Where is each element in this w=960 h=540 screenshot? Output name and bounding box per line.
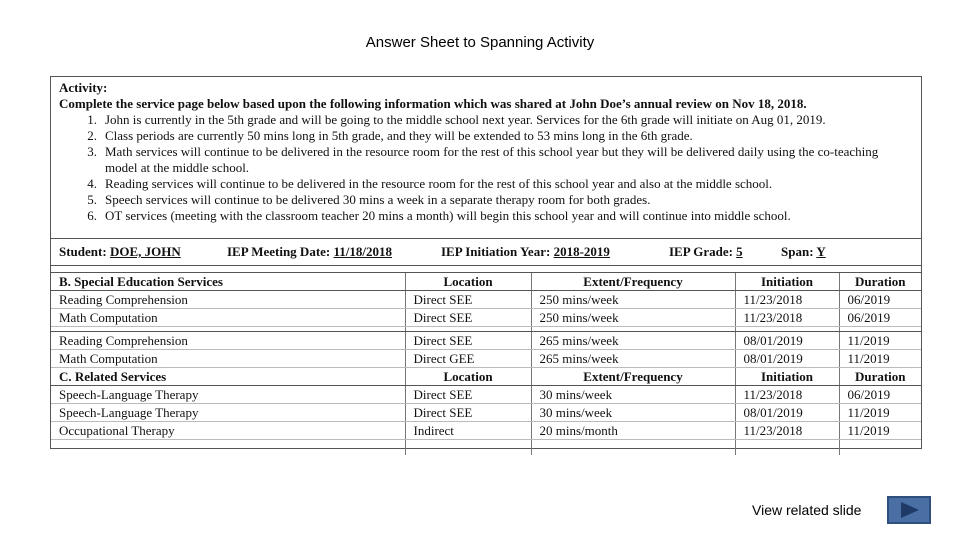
- grade-value: 5: [736, 244, 743, 259]
- special_ed-cell: 11/2019: [839, 350, 921, 368]
- special_ed-cell: Math Computation: [51, 350, 405, 368]
- special_ed-cell: 11/2019: [839, 332, 921, 350]
- related-header-cell: Location: [405, 368, 531, 386]
- activity-item-number: 1.: [87, 112, 97, 127]
- play-arrow-icon: [899, 501, 921, 519]
- special_ed-header-cell: B. Special Education Services: [51, 273, 405, 291]
- related-cell: Speech-Language Therapy: [51, 386, 405, 404]
- activity-item-text: John is currently in the 5th grade and will be going to the middle school next year. Services for the 6th grade will initiate on Aug 01, 2019.: [105, 112, 826, 127]
- special_ed-header-cell: Initiation: [735, 273, 839, 291]
- activity-item: [59, 128, 913, 144]
- special_ed-cell: Reading Comprehension: [51, 291, 405, 309]
- special_ed-row: [51, 309, 921, 327]
- activity-item-number: 6.: [87, 208, 97, 223]
- special_ed-cell: 08/01/2019: [735, 350, 839, 368]
- student-label: Student:: [59, 244, 107, 259]
- special_ed-cell: Direct SEE: [405, 332, 531, 350]
- related-cell: 30 mins/week: [531, 404, 735, 422]
- special_ed-cell: Direct SEE: [405, 309, 531, 327]
- activity-item-number: 5.: [87, 192, 97, 207]
- special_ed-cell: Direct GEE: [405, 350, 531, 368]
- activity-item-text: Math services will continue to be delivered in the resource room for the rest of this school year but they will be delivered daily using the co-teaching model at the middle school.: [105, 144, 879, 175]
- related-cell: Indirect: [405, 422, 531, 440]
- grade-label: IEP Grade:: [669, 244, 733, 259]
- special_ed-cell: Math Computation: [51, 309, 405, 327]
- related-cell: 08/01/2019: [735, 404, 839, 422]
- next-slide-button[interactable]: [887, 496, 931, 524]
- related-header-cell: Extent/Frequency: [531, 368, 735, 386]
- initiation-year-label: IEP Initiation Year:: [441, 244, 551, 259]
- related-cell: Speech-Language Therapy: [51, 404, 405, 422]
- related-cell: 11/2019: [839, 422, 921, 440]
- special_ed-header-cell: Location: [405, 273, 531, 291]
- special_ed-header-row: [51, 273, 921, 291]
- related-row: [51, 386, 921, 404]
- activity-instruction: Complete the service page below based upon the following information which was shared at John Doe’s annual review on Nov 18, 2018.: [59, 96, 807, 111]
- activity-item: [59, 176, 913, 192]
- activity-item-text: OT services (meeting with the classroom teacher 20 mins a month) will begin this school year and will continue into middle school.: [105, 208, 791, 223]
- special_ed-cell: Direct SEE: [405, 291, 531, 309]
- activity-item-number: 3.: [87, 144, 97, 159]
- activity-item: [59, 192, 913, 208]
- related-cell: 11/23/2018: [735, 386, 839, 404]
- grade-field: [669, 244, 781, 260]
- student-field: [59, 244, 227, 260]
- activity-item: [59, 208, 913, 224]
- special_ed-cell: 06/2019: [839, 291, 921, 309]
- meeting-date-field: [227, 244, 441, 260]
- spacer: [51, 266, 921, 273]
- special_ed-header-cell: Extent/Frequency: [531, 273, 735, 291]
- related-header-row: [51, 368, 921, 386]
- special_ed-cell: 06/2019: [839, 309, 921, 327]
- related-row: [51, 422, 921, 440]
- activity-section: [51, 77, 921, 239]
- activity-item-number: 2.: [87, 128, 97, 143]
- related-cell: Direct SEE: [405, 386, 531, 404]
- answer-sheet: [50, 76, 922, 449]
- related-header-cell: Duration: [839, 368, 921, 386]
- related-cell: 11/23/2018: [735, 422, 839, 440]
- special_ed-row: [51, 350, 921, 368]
- span-field: [781, 244, 826, 260]
- special_ed-cell: 250 mins/week: [531, 291, 735, 309]
- student-value: DOE, JOHN: [109, 244, 181, 259]
- activity-item: [59, 144, 913, 176]
- related-header-cell: Initiation: [735, 368, 839, 386]
- meeting-date-value: 11/18/2018: [333, 244, 393, 259]
- special_ed-cell: 265 mins/week: [531, 332, 735, 350]
- meeting-date-label: IEP Meeting Date:: [227, 244, 331, 259]
- special_ed-cell: 11/23/2018: [735, 309, 839, 327]
- student-info-row: [51, 239, 921, 266]
- related-cell: 11/2019: [839, 404, 921, 422]
- special_ed-cell: 11/23/2018: [735, 291, 839, 309]
- special_ed-cell: 265 mins/week: [531, 350, 735, 368]
- initiation-year-value: 2018-2019: [553, 244, 610, 259]
- activity-item-text: Reading services will continue to be delivered in the resource room for the rest of this school year and also at the middle school.: [105, 176, 773, 191]
- services-table: [51, 273, 921, 455]
- activity-heading: Activity:: [59, 80, 108, 95]
- related-header-cell: C. Related Services: [51, 368, 405, 386]
- span-value: Y: [816, 244, 826, 259]
- view-related-slide-link[interactable]: View related slide: [752, 502, 862, 518]
- related-cell: 06/2019: [839, 386, 921, 404]
- related-row: [51, 404, 921, 422]
- special_ed-cell: Reading Comprehension: [51, 332, 405, 350]
- special_ed-cell: 08/01/2019: [735, 332, 839, 350]
- related-cell: Occupational Therapy: [51, 422, 405, 440]
- special_ed-cell: 250 mins/week: [531, 309, 735, 327]
- related-cell: 20 mins/month: [531, 422, 735, 440]
- related-cell: Direct SEE: [405, 404, 531, 422]
- initiation-year-field: [441, 244, 669, 260]
- special_ed-row: [51, 332, 921, 350]
- related-cell: 30 mins/week: [531, 386, 735, 404]
- slide-title: Answer Sheet to Spanning Activity: [365, 34, 595, 51]
- special_ed-header-cell: Duration: [839, 273, 921, 291]
- activity-item-text: Speech services will continue to be delivered 30 mins a week in a separate therapy room for both grades.: [105, 192, 651, 207]
- blank-row: [51, 440, 921, 456]
- activity-item-number: 4.: [87, 176, 97, 191]
- span-label: Span:: [781, 244, 814, 259]
- special_ed-row: [51, 291, 921, 309]
- activity-list: [59, 112, 913, 224]
- activity-item-text: Class periods are currently 50 mins long in 5th grade, and they will be extended to 53 mins long in the 6th grade.: [105, 128, 693, 143]
- activity-item: [59, 112, 913, 128]
